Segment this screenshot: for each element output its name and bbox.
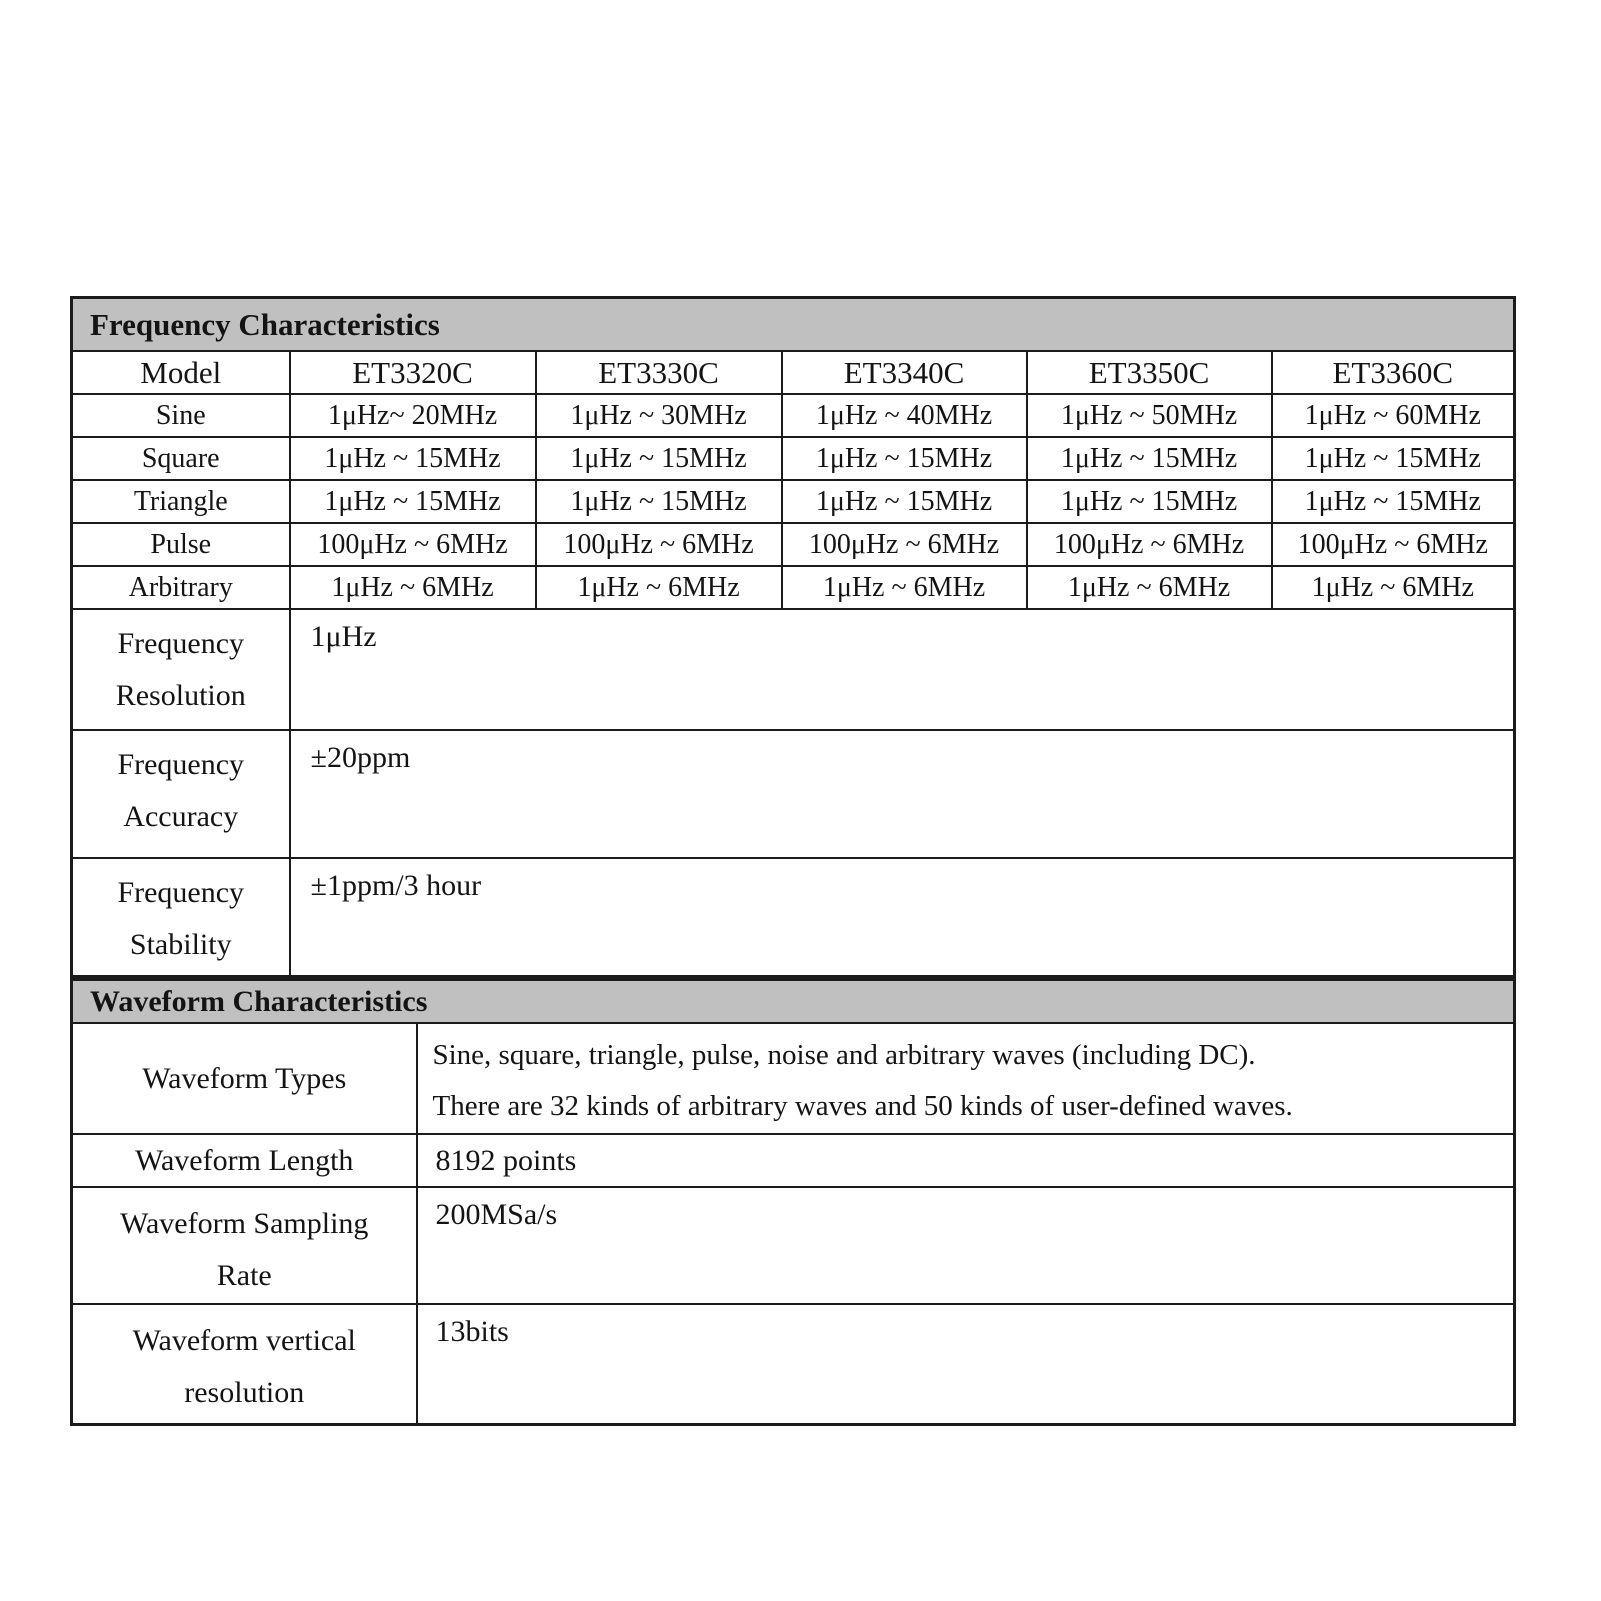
freq-range-cell: 1μHz ~ 30MHz xyxy=(536,394,782,437)
table-row-waveform-types xyxy=(72,1023,1515,1134)
waveform-length-value: 8192 points xyxy=(417,1134,1515,1187)
row-label-line2: Rate xyxy=(216,1259,272,1292)
waveform-types-line2: There are 32 kinds of arbitrary waves and 50 kinds of user-defined waves. xyxy=(432,1090,1293,1122)
freq-range-cell: 1μHz ~ 15MHz xyxy=(1027,480,1272,523)
freq-range-cell: 100μHz ~ 6MHz xyxy=(782,523,1027,566)
row-label: Waveform Length xyxy=(72,1134,417,1187)
waveform-types-line1: Sine, square, triangle, pulse, noise and arbitrary waves (including DC). xyxy=(432,1039,1256,1071)
model-header-cell: Model xyxy=(72,351,290,394)
row-label-line2: Stability xyxy=(129,928,232,961)
freq-range-cell: 1μHz ~ 15MHz xyxy=(782,480,1027,523)
freq-range-cell: 1μHz ~ 6MHz xyxy=(782,566,1027,609)
model-name-cell: ET3330C xyxy=(536,351,782,394)
waveform-table xyxy=(70,978,1516,1426)
table-row-frequency-resolution xyxy=(72,609,1515,730)
row-label: Sine xyxy=(72,394,290,437)
freq-range-cell: 1μHz ~ 6MHz xyxy=(1272,566,1515,609)
freq-range-cell: 1μHz ~ 15MHz xyxy=(536,480,782,523)
frequency-table xyxy=(70,296,1516,978)
waveform-vertical-resolution-value: 13bits xyxy=(417,1304,1515,1425)
freq-range-cell: 1μHz ~ 15MHz xyxy=(782,437,1027,480)
table-row-triangle xyxy=(72,480,1515,523)
row-label-line1: Waveform vertical xyxy=(132,1324,356,1357)
waveform-section-title: Waveform Characteristics xyxy=(72,980,1515,1024)
row-label-line1: Frequency xyxy=(117,876,245,909)
row-label xyxy=(72,609,290,730)
row-label-line2: resolution xyxy=(184,1376,305,1409)
row-label xyxy=(72,1187,417,1304)
freq-range-cell: 1μHz ~ 15MHz xyxy=(1272,480,1515,523)
model-name-cell: ET3320C xyxy=(290,351,536,394)
model-header-row xyxy=(72,351,1515,394)
frequency-section-header xyxy=(72,298,1515,352)
freq-range-cell: 100μHz ~ 6MHz xyxy=(1027,523,1272,566)
freq-range-cell: 1μHz ~ 6MHz xyxy=(290,566,536,609)
freq-range-cell: 1μHz ~ 6MHz xyxy=(536,566,782,609)
freq-range-cell: 1μHz ~ 15MHz xyxy=(1027,437,1272,480)
row-label: Arbitrary xyxy=(72,566,290,609)
row-label: Triangle xyxy=(72,480,290,523)
freq-range-cell: 1μHz ~ 15MHz xyxy=(290,437,536,480)
table-row-waveform-vertical-resolution xyxy=(72,1304,1515,1425)
model-name-cell: ET3340C xyxy=(782,351,1027,394)
freq-range-cell: 100μHz ~ 6MHz xyxy=(290,523,536,566)
frequency-section-title: Frequency Characteristics xyxy=(72,298,1515,352)
row-label: Waveform Types xyxy=(72,1023,417,1134)
freq-range-cell: 1μHz ~ 15MHz xyxy=(1272,437,1515,480)
row-label: Square xyxy=(72,437,290,480)
row-label xyxy=(72,858,290,977)
freq-range-cell: 1μHz ~ 40MHz xyxy=(782,394,1027,437)
table-row-arbitrary xyxy=(72,566,1515,609)
row-label xyxy=(72,730,290,858)
table-row-frequency-stability xyxy=(72,858,1515,977)
row-label-line1: Frequency xyxy=(117,627,245,660)
table-row-waveform-length xyxy=(72,1134,1515,1187)
freq-range-cell: 1μHz ~ 15MHz xyxy=(290,480,536,523)
freq-range-cell: 1μHz ~ 60MHz xyxy=(1272,394,1515,437)
spec-value: ±20ppm xyxy=(290,730,1515,858)
freq-range-cell: 1μHz~ 20MHz xyxy=(290,394,536,437)
spec-value: 1μHz xyxy=(290,609,1515,730)
row-label-line2: Resolution xyxy=(115,679,246,712)
table-row-square xyxy=(72,437,1515,480)
freq-range-cell: 1μHz ~ 15MHz xyxy=(536,437,782,480)
row-label-line1: Frequency xyxy=(117,748,245,781)
spec-sheet xyxy=(70,296,1513,1426)
freq-range-cell: 1μHz ~ 50MHz xyxy=(1027,394,1272,437)
freq-range-cell: 100μHz ~ 6MHz xyxy=(1272,523,1515,566)
row-label: Pulse xyxy=(72,523,290,566)
spec-value: ±1ppm/3 hour xyxy=(290,858,1515,977)
waveform-section-header xyxy=(72,980,1515,1024)
table-row-sine xyxy=(72,394,1515,437)
model-name-cell: ET3360C xyxy=(1272,351,1515,394)
row-label-line2: Accuracy xyxy=(123,800,239,833)
freq-range-cell: 100μHz ~ 6MHz xyxy=(536,523,782,566)
table-row-waveform-sampling-rate xyxy=(72,1187,1515,1304)
table-row-frequency-accuracy xyxy=(72,730,1515,858)
row-label-line1: Waveform Sampling xyxy=(120,1207,369,1240)
table-row-pulse xyxy=(72,523,1515,566)
freq-range-cell: 1μHz ~ 6MHz xyxy=(1027,566,1272,609)
waveform-sampling-rate-value: 200MSa/s xyxy=(417,1187,1515,1304)
model-name-cell: ET3350C xyxy=(1027,351,1272,394)
waveform-types-value xyxy=(417,1023,1515,1134)
row-label xyxy=(72,1304,417,1425)
